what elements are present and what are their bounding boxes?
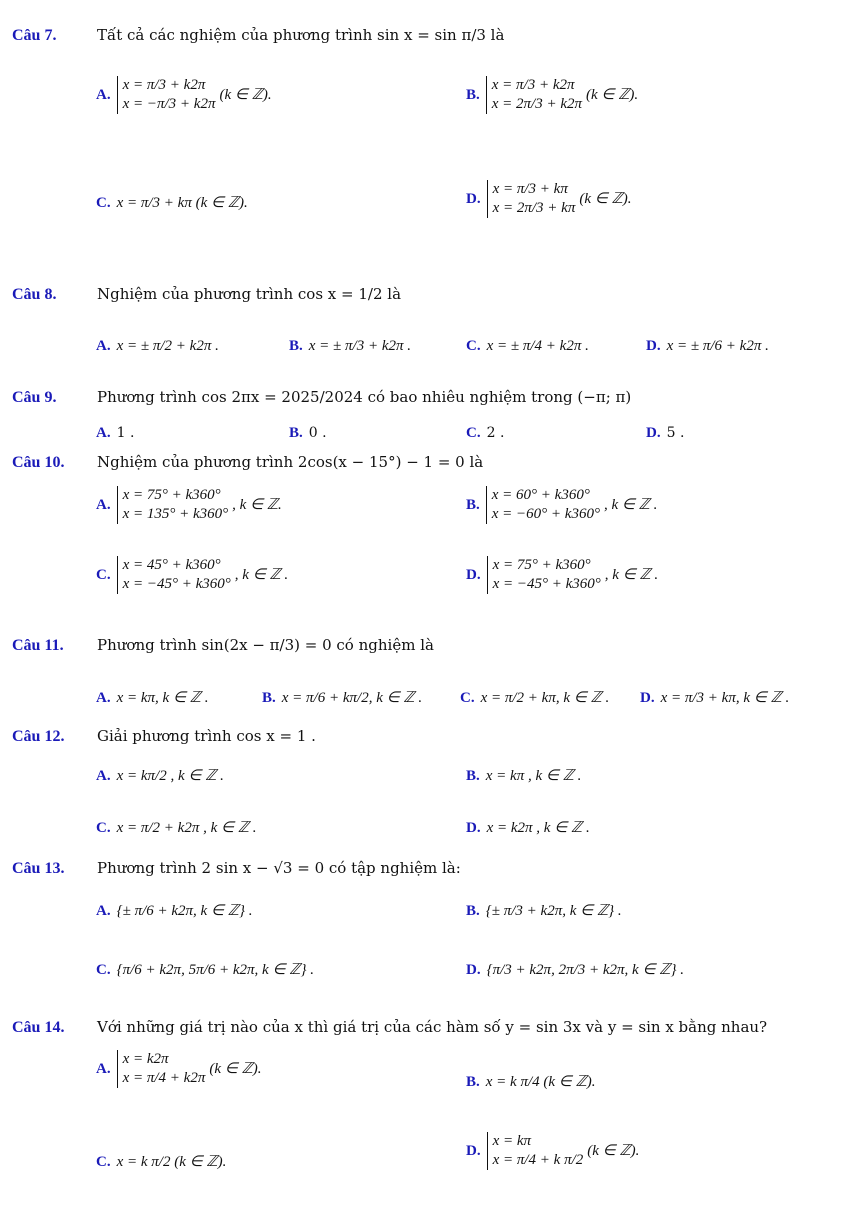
system-line: x = 60° + k360° <box>491 487 590 503</box>
option-letter: D. <box>466 820 481 836</box>
option-b[interactable] <box>466 486 657 524</box>
option-b[interactable] <box>262 688 422 707</box>
option-text: x = kπ , k ∈ ℤ . <box>485 768 582 784</box>
question-text: Phương trình sin(2x − π/3) = 0 có nghiệm là <box>97 636 434 654</box>
option-letter: D. <box>466 191 481 207</box>
option-letter: D. <box>640 690 655 706</box>
system-line: x = −45° + k360° <box>122 576 231 592</box>
question-text: Phương trình 2 sin x − √3 = 0 có tập nghiệm là: <box>97 859 461 877</box>
option-d[interactable] <box>466 818 590 837</box>
option-text: x = k π/4 (k ∈ ℤ). <box>485 1074 596 1090</box>
option-a[interactable] <box>96 901 252 920</box>
option-text: x = k π/2 (k ∈ ℤ). <box>116 1154 227 1170</box>
option-text: x = kπ/2 , k ∈ ℤ . <box>116 768 224 784</box>
option-letter: B. <box>466 87 480 103</box>
system-line: x = π/3 + k2π <box>491 77 575 93</box>
option-letter: B. <box>289 338 303 354</box>
option-text: x = π/3 + kπ (k ∈ ℤ). <box>116 195 248 211</box>
question-text: Nghiệm của phương trình 2cos(x − 15°) − 1 = 0 là <box>97 453 484 471</box>
system-line: x = −45° + k360° <box>492 576 601 592</box>
option-b[interactable] <box>466 766 581 785</box>
system-line: x = −60° + k360° <box>491 506 600 522</box>
system-brace <box>117 76 216 114</box>
option-text: 0 . <box>308 425 327 441</box>
question-label: Câu 11. <box>12 637 64 654</box>
option-letter: D. <box>646 425 661 441</box>
option-letter: A. <box>96 1061 111 1077</box>
option-text: x = ± π/2 + k2π . <box>116 338 219 354</box>
option-c[interactable] <box>466 425 504 442</box>
option-letter: C. <box>96 1154 111 1170</box>
option-d[interactable] <box>466 180 632 218</box>
option-text: 5 . <box>666 425 685 441</box>
question-label: Câu 8. <box>12 286 57 303</box>
system-line: x = 2π/3 + k2π <box>491 96 583 112</box>
system-line: x = 75° + k360° <box>492 557 591 573</box>
option-letter: B. <box>466 497 480 513</box>
question-text: Tất cả các nghiệm của phương trình sin x = sin π/3 là <box>97 26 505 44</box>
option-letter: C. <box>466 338 481 354</box>
system-line: x = 135° + k360° <box>122 506 229 522</box>
option-text: x = k2π , k ∈ ℤ . <box>486 820 590 836</box>
option-letter: A. <box>96 497 111 513</box>
option-tail: , k ∈ ℤ. <box>232 497 282 513</box>
option-letter: A. <box>96 425 111 441</box>
option-a[interactable] <box>96 1050 262 1088</box>
system-brace <box>487 180 576 218</box>
option-b[interactable] <box>466 76 638 114</box>
option-letter: A. <box>96 690 111 706</box>
option-b[interactable] <box>466 901 622 920</box>
option-letter: B. <box>262 690 276 706</box>
option-text: x = π/2 + k2π , k ∈ ℤ . <box>116 820 257 836</box>
option-text: x = ± π/4 + k2π . <box>486 338 589 354</box>
option-d[interactable] <box>640 688 789 707</box>
question-header <box>12 453 483 472</box>
option-c[interactable] <box>96 556 288 594</box>
system-brace <box>117 486 229 524</box>
option-c[interactable] <box>466 338 589 355</box>
option-letter: C. <box>96 567 111 583</box>
option-a[interactable] <box>96 486 282 524</box>
question-header <box>12 26 504 45</box>
option-letter: C. <box>96 820 111 836</box>
option-a[interactable] <box>96 766 224 785</box>
system-line: x = 45° + k360° <box>122 557 221 573</box>
option-text: 2 . <box>486 425 505 441</box>
system-brace <box>487 556 601 594</box>
option-a[interactable] <box>96 688 208 707</box>
system-line: x = π/3 + k2π <box>122 77 206 93</box>
option-a[interactable] <box>96 338 219 355</box>
option-tail: (k ∈ ℤ). <box>209 1061 262 1077</box>
question-label: Câu 13. <box>12 860 65 877</box>
option-letter: C. <box>466 425 481 441</box>
option-text: {± π/6 + k2π, k ∈ ℤ} . <box>116 903 253 919</box>
question-text: Giải phương trình cos x = 1 . <box>97 727 316 745</box>
system-brace <box>486 486 600 524</box>
option-c[interactable] <box>96 1152 226 1171</box>
option-d[interactable] <box>466 556 658 594</box>
option-tail: , k ∈ ℤ . <box>603 497 658 513</box>
question-text: Nghiệm của phương trình cos x = 1/2 là <box>97 285 402 303</box>
option-letter: C. <box>460 690 475 706</box>
question-header <box>12 1018 767 1037</box>
system-line: x = 2π/3 + kπ <box>492 200 576 216</box>
question-text: Phương trình cos 2πx = 2025/2024 có bao nhiêu nghiệm trong (−π; π) <box>97 388 632 406</box>
system-line: x = 75° + k360° <box>122 487 221 503</box>
system-brace <box>117 1050 206 1088</box>
system-line: x = π/4 + k π/2 <box>492 1152 584 1168</box>
option-letter: B. <box>466 903 480 919</box>
option-tail: (k ∈ ℤ). <box>219 87 272 103</box>
option-b[interactable] <box>289 338 411 355</box>
system-line: x = π/3 + kπ <box>492 181 568 197</box>
system-line: x = −π/3 + k2π <box>122 96 216 112</box>
question-header <box>12 727 316 746</box>
question-header <box>12 388 631 407</box>
system-line: x = π/4 + k2π <box>122 1070 206 1086</box>
option-a[interactable] <box>96 425 134 442</box>
option-text: x = kπ, k ∈ ℤ . <box>116 690 209 706</box>
option-d[interactable] <box>466 1132 639 1170</box>
option-letter: B. <box>466 768 480 784</box>
option-tail: (k ∈ ℤ). <box>586 87 639 103</box>
option-tail: (k ∈ ℤ). <box>579 191 632 207</box>
system-line: x = kπ <box>492 1133 532 1149</box>
option-b[interactable] <box>466 1072 596 1091</box>
option-a[interactable] <box>96 76 272 114</box>
option-letter: D. <box>466 962 481 978</box>
option-letter: D. <box>466 567 481 583</box>
option-c[interactable] <box>96 193 248 212</box>
option-text: x = π/2 + kπ, k ∈ ℤ . <box>480 690 610 706</box>
option-letter: A. <box>96 338 111 354</box>
option-d[interactable] <box>646 425 684 442</box>
option-letter: B. <box>289 425 303 441</box>
option-d[interactable] <box>646 338 769 355</box>
option-letter: A. <box>96 768 111 784</box>
question-text: Với những giá trị nào của x thì giá trị của các hàm số y = sin 3x và y = sin x bằng nhau? <box>97 1018 768 1036</box>
option-d[interactable] <box>466 960 684 979</box>
question-header <box>12 636 434 655</box>
question-header <box>12 285 401 304</box>
system-brace <box>486 76 582 114</box>
option-text: x = ± π/6 + k2π . <box>666 338 769 354</box>
option-letter: A. <box>96 87 111 103</box>
system-brace <box>487 1132 584 1170</box>
option-b[interactable] <box>289 425 327 442</box>
option-tail: , k ∈ ℤ . <box>604 567 659 583</box>
option-letter: B. <box>466 1074 480 1090</box>
option-letter: D. <box>646 338 661 354</box>
option-text: x = π/6 + kπ/2, k ∈ ℤ . <box>281 690 423 706</box>
system-line: x = k2π <box>122 1051 169 1067</box>
question-label: Câu 10. <box>12 454 65 471</box>
question-label: Câu 9. <box>12 389 57 406</box>
option-letter: A. <box>96 903 111 919</box>
option-letter: C. <box>96 195 111 211</box>
option-text: x = ± π/3 + k2π . <box>308 338 412 354</box>
option-c[interactable] <box>460 688 609 707</box>
option-text: {π/6 + k2π, 5π/6 + k2π, k ∈ ℤ} . <box>116 962 314 978</box>
option-text: {π/3 + k2π, 2π/3 + k2π, k ∈ ℤ} . <box>486 962 684 978</box>
option-letter: D. <box>466 1143 481 1159</box>
question-label: Câu 7. <box>12 27 57 44</box>
option-text: {± π/3 + k2π, k ∈ ℤ} . <box>485 903 622 919</box>
option-text: x = π/3 + kπ, k ∈ ℤ . <box>660 690 790 706</box>
question-label: Câu 12. <box>12 728 65 745</box>
option-tail: (k ∈ ℤ). <box>587 1143 640 1159</box>
option-tail: , k ∈ ℤ . <box>234 567 289 583</box>
question-label: Câu 14. <box>12 1019 65 1036</box>
option-c[interactable] <box>96 818 257 837</box>
option-c[interactable] <box>96 960 314 979</box>
question-header <box>12 859 461 878</box>
option-letter: C. <box>96 962 111 978</box>
system-brace <box>117 556 231 594</box>
option-text: 1 . <box>116 425 135 441</box>
